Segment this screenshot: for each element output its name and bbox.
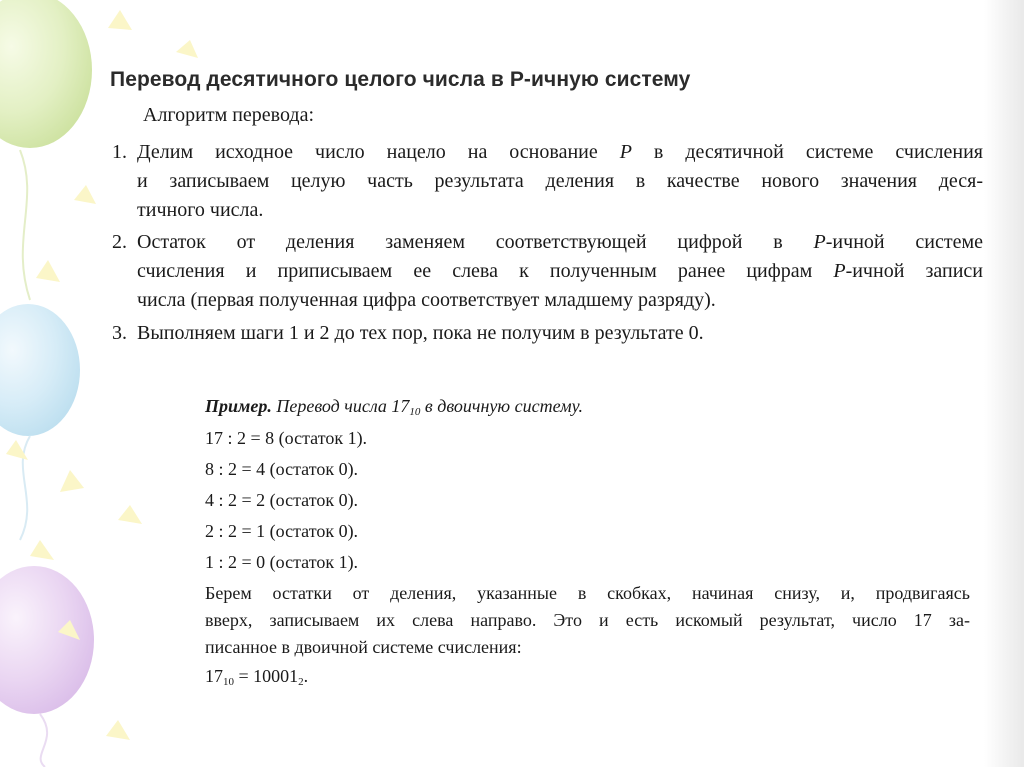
example-result: $17_{10} = 10001_2$.	[205, 666, 309, 688]
step-line: Остаток от деления заменяем соответствующей цифрой в P-ичной системе	[137, 231, 983, 253]
conclusion-line: писанное в двоичной системе счисления:	[205, 637, 522, 657]
algorithm-step-1	[112, 138, 984, 225]
algorithm-heading: Алгоритм перевода:	[143, 104, 315, 126]
division-step: 17 : 2 = 8 (остаток 1).	[205, 428, 368, 448]
division-step: 4 : 2 = 2 (остаток 0).	[205, 490, 359, 510]
slide-title: Перевод десятичного целого числа в Р-ичную систему	[110, 68, 691, 91]
step-number: 1.	[112, 141, 127, 163]
step-number: 2.	[112, 231, 127, 253]
step-number: 3.	[112, 322, 127, 344]
division-step: 8 : 2 = 4 (остаток 0).	[205, 459, 359, 479]
algorithm-step-2	[112, 228, 984, 315]
conclusion-line: Берем остатки от деления, указанные в скобках, начиная снизу, и, продвигаясь	[205, 583, 970, 603]
conclusion-line: вверх, записываем их слева направо. Это и есть искомый результат, число 17 за-	[205, 610, 970, 630]
example-title: Пример. Перевод числа $17_{10}$ в двоичную систему.	[205, 396, 583, 418]
example-label: Пример.	[205, 396, 272, 416]
step-line: счисления и приписываем ее слева к полученным ранее цифрам P-ичной записи	[137, 260, 983, 282]
step-line: тичного числа.	[137, 199, 264, 221]
step-line: Выполняем шаги 1 и 2 до тех пор, пока не получим в результате 0.	[137, 322, 704, 344]
division-step: 1 : 2 = 0 (остаток 1).	[205, 552, 359, 572]
example-conclusion	[205, 580, 970, 661]
step-line: Делим исходное число нацело на основание P в десятичной системе счисления	[137, 141, 983, 163]
step-line: числа (первая полученная цифра соответствует младшему разряду).	[137, 289, 716, 311]
algorithm-step-3	[112, 319, 984, 348]
step-line: и записываем целую часть результата деления в качестве нового значения деся-	[137, 170, 983, 192]
division-step: 2 : 2 = 1 (остаток 0).	[205, 521, 359, 541]
